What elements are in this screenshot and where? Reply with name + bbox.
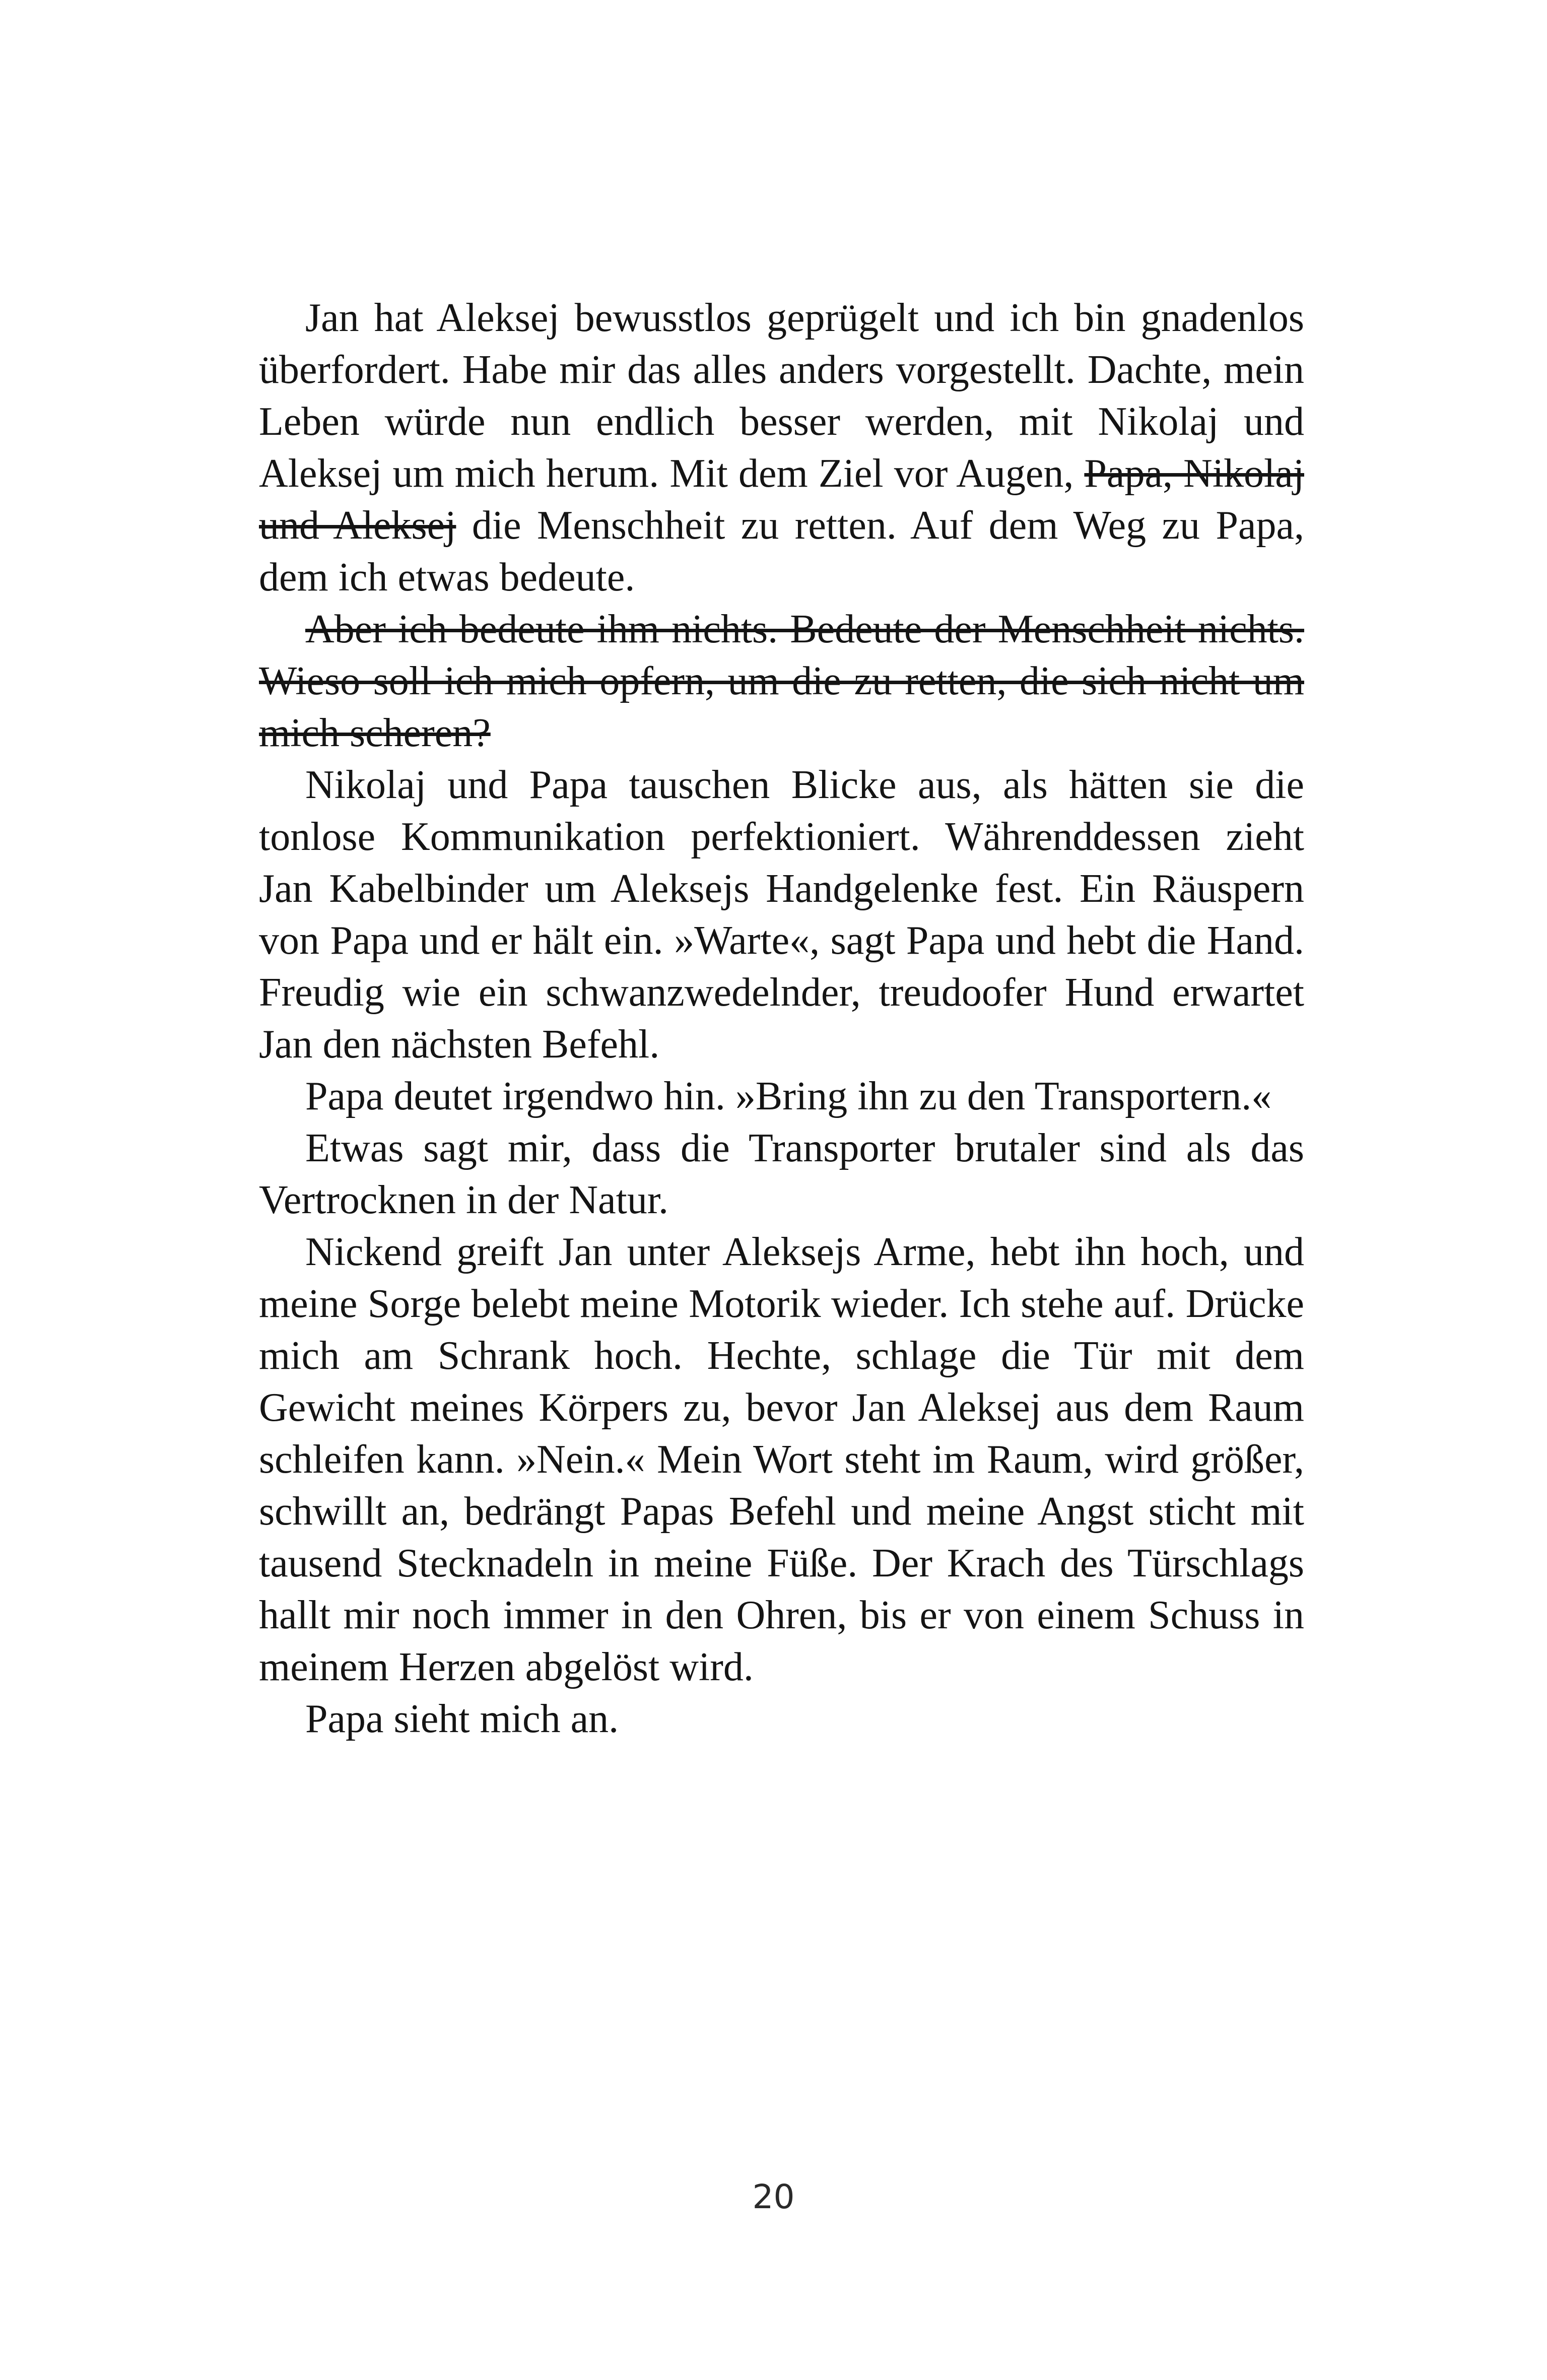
text-segment: Etwas sagt mir, dass die Transporter brutaler sind als das Vertrocknen in der Natur. [259,1126,1304,1222]
paragraph-7 [259,1693,1304,1745]
paragraph-1 [259,292,1304,604]
text-segment: die Menschheit zu retten. Auf dem Weg zu Papa, dem ich etwas bedeute. [259,503,1304,600]
paragraph-5 [259,1122,1304,1226]
paragraph-6 [259,1226,1304,1693]
paragraph-4 [259,1071,1304,1122]
paragraph-2 [259,604,1304,759]
text-segment: Papa sieht mich an. [305,1697,619,1741]
text-segment: Papa deutet irgendwo hin. »Bring ihn zu den Transportern.« [305,1074,1272,1118]
struck-text-segment: Papa, Nikolaj und Aleksej [259,451,1304,548]
text-segment: Jan hat Aleksej bewusstlos geprügelt und ich bin gnadenlos überfordert. Habe mir das alles anders vorgestellt. Dachte, mein Leben würde nun endlich besser werden, mit Nikolaj und Aleksej um mich herum. Mit dem Ziel vor Augen, [259,296,1304,496]
struck-text-segment: Aber ich bedeute ihm nichts. Bedeute der Menschheit nichts. Wieso soll ich mich opfern, um die zu retten, die sich nicht um mich scheren? [259,607,1304,755]
paragraph-3 [259,759,1304,1071]
body-text [259,292,1304,1745]
text-segment: Nickend greift Jan unter Aleksejs Arme, hebt ihn hoch, und meine Sorge belebt meine Motorik wieder. Ich stehe auf. Drücke mich am Schrank hoch. Hechte, schlage die Tür mit dem Gewicht meines Körpers zu, bevor Jan Aleksej aus dem Raum schleifen kann. »Nein.« Mein Wort steht im Raum, wird größer, schwillt an, bedrängt Papas Befehl und meine Angst sticht mit tausend Stecknadeln in meine Füße. Der Krach des Türschlags hallt mir noch immer in den Ohren, bis er von einem Schuss in meinem Herzen abgelöst wird. [259,1230,1304,1689]
text-segment: Nikolaj und Papa tauschen Blicke aus, als hätten sie die tonlose Kommunikation perfektioniert. Währenddessen zieht Jan Kabelbinder um Aleksejs Handgelenke fest. Ein Räuspern von Papa und er hält ein. »Warte«, sagt Papa und hebt die Hand. Freudig wie ein schwanzwedelnder, treudoofer Hund erwartet Jan den nächsten Befehl. [259,763,1304,1067]
page-number: 20 [752,2177,795,2216]
